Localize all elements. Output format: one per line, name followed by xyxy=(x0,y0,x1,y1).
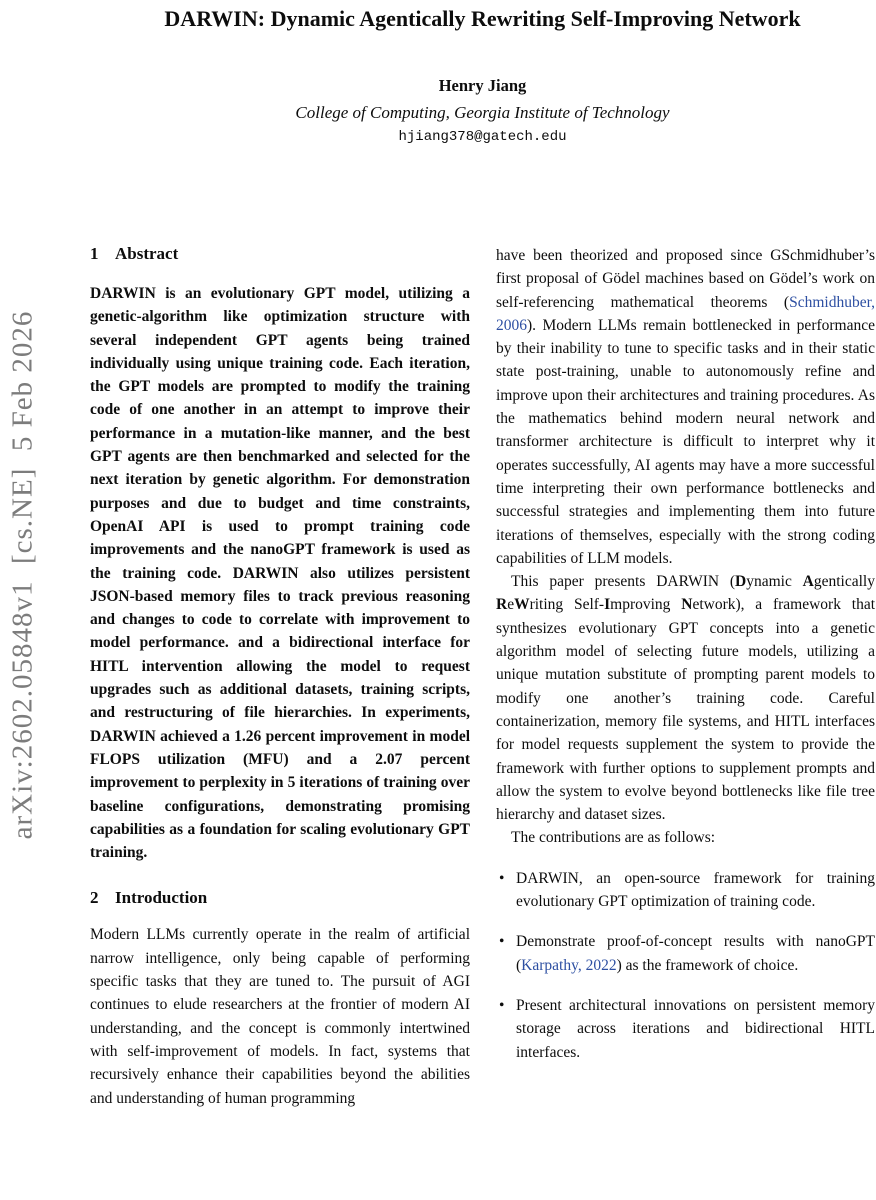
section-title: Abstract xyxy=(115,244,179,263)
introduction-paragraph: Modern LLMs currently operate in the realm of artificial narrow intelligence, only being capable of performing specific tasks that they are tuned to. The pursuit of AGI continues to elude researchers at the frontier of modern AI understanding, and the concept is commonly intertwined with self-improvement of models. In fact, systems that recursively enhance their capabilities beyond the abilities and understanding of human programming xyxy=(90,926,470,1107)
text-segment: ) as the framework of choice. xyxy=(616,956,799,974)
arxiv-watermark: arXiv:2602.05848v1 [cs.NE] 5 Feb 2026 xyxy=(6,310,39,840)
abstract-paragraph: DARWIN is an evolutionary GPT model, utilizing a genetic-algorithm like optimization structure with several independent GPT agents being trained individually using unique training code. Each iteration, the GPT models are prompted to modify the training code of one another in an attempt to improve their performance in a mutation-like manner, and the best GPT agents are then benchmarked and selected for the next iteration by genetic algorithm. For demonstration purposes and due to budget and time constraints, OpenAI API is used to prompt training code improvements and the nanoGPT framework is used as the training code. DARWIN also utilizes persistent JSON-based memory files to track previous reasoning and changes to code to correlate with improvement to model performance. and a bidirectional interface for HITL intervention allowing the model to request upgrades such as additional datasets, training scripts, and restructuring of file hierarchies. In experiments, DARWIN achieved a 1.26 percent improvement in model FLOPS utilization (MFU) and a 2.07 percent improvement to perplexity in 5 iterations of training over baseline configurations, demonstrating promising capabilities as a foundation for scaling evolutionary GPT training. xyxy=(90,285,470,862)
section-number: 2 xyxy=(90,888,99,908)
bold-text: D xyxy=(735,573,747,591)
text-segment: ynamic xyxy=(746,573,803,591)
contribution-item xyxy=(496,994,875,1064)
citation-link[interactable]: Karpathy, 2022 xyxy=(521,956,617,974)
contribution-item xyxy=(496,930,875,977)
contribution-text xyxy=(516,933,875,973)
section-heading-abstract xyxy=(90,244,470,264)
section-heading-introduction xyxy=(90,888,470,908)
contribution-item xyxy=(496,867,875,914)
bold-text: W xyxy=(514,596,530,614)
text-segment: This paper presents DARWIN ( xyxy=(511,573,736,591)
bold-text: N xyxy=(681,596,693,614)
contributions-lead: The contributions are as follows: xyxy=(511,829,716,847)
text-segment: riting Self- xyxy=(529,596,605,614)
section-number: 1 xyxy=(90,244,99,263)
contributions-list xyxy=(496,867,875,1064)
text-segment: ). Modern LLMs remain bottlenecked in performance by their inability to tune to specific tasks and in their static state post-training, unable to autonomously refine and improve upon their architectures and training procedures. As the mathematics behind modern neural network and transformer architecture is difficult to interpret why it operates successfully, AI agents may have a more successful time interpreting their own performance bottlenecks and successful strategies and implementing them into future iterations of themselves, especially with the strong coding capabilities of LLM models. xyxy=(496,316,875,567)
paragraph-darwin-overview xyxy=(496,570,875,826)
text-segment: etwork), a framework that synthesizes evolutionary GPT concepts into a genetic algorithm model of selecting future models, utilizing a unique mutation substitute of prompting parent models to modify one another’s training code. Careful containerization, memory file systems, and HITL interfaces for model requests supplement the system to provide the framework with further options to supplement prompts and allow the system to evolve beyond bottlenecks like file tree hierarchy and dataset sizes. xyxy=(496,596,876,824)
bullet-icon: • xyxy=(499,933,505,951)
two-column-body xyxy=(90,244,875,1110)
text-segment: mproving xyxy=(610,596,682,614)
bold-text: I xyxy=(604,596,611,614)
citation-link[interactable]: Schmidhuber, 2006 xyxy=(496,293,875,334)
right-column xyxy=(496,244,875,1110)
text-segment: have been theorized and proposed since GSchmidhuber’s first proposal of Gödel machines based on Gödel’s work on self-referencing mathematical theorems ( xyxy=(496,247,875,311)
bullet-icon: • xyxy=(499,996,505,1014)
section-title: Introduction xyxy=(115,888,208,908)
text-segment: Demonstrate proof-of-concept results with nanoGPT ( xyxy=(516,933,875,974)
text-segment: DARWIN, an open-source framework for training evolutionary GPT optimization of training code. xyxy=(516,869,875,911)
bullet-icon: • xyxy=(499,869,505,887)
bold-text: R xyxy=(496,596,508,614)
text-segment: Present architectural innovations on persistent memory storage across iterations and bidirectional HITL interfaces. xyxy=(516,996,875,1061)
author-name: Henry Jiang xyxy=(438,76,527,95)
paper-header xyxy=(90,6,875,145)
contribution-text xyxy=(516,997,875,1061)
left-column xyxy=(90,244,470,1110)
text-segment: gentically xyxy=(813,573,875,591)
paper-title: DARWIN: Dynamic Agentically Rewriting Self-Improving Network xyxy=(164,6,801,31)
paragraph-continuation xyxy=(496,244,875,570)
author-email: hjiang378@gatech.edu xyxy=(398,129,567,145)
text-segment: e xyxy=(507,596,515,614)
author-affiliation: College of Computing, Georgia Institute of Technology xyxy=(295,103,670,122)
bold-text: A xyxy=(802,573,814,591)
author-block xyxy=(90,76,875,145)
contribution-text xyxy=(516,870,875,910)
